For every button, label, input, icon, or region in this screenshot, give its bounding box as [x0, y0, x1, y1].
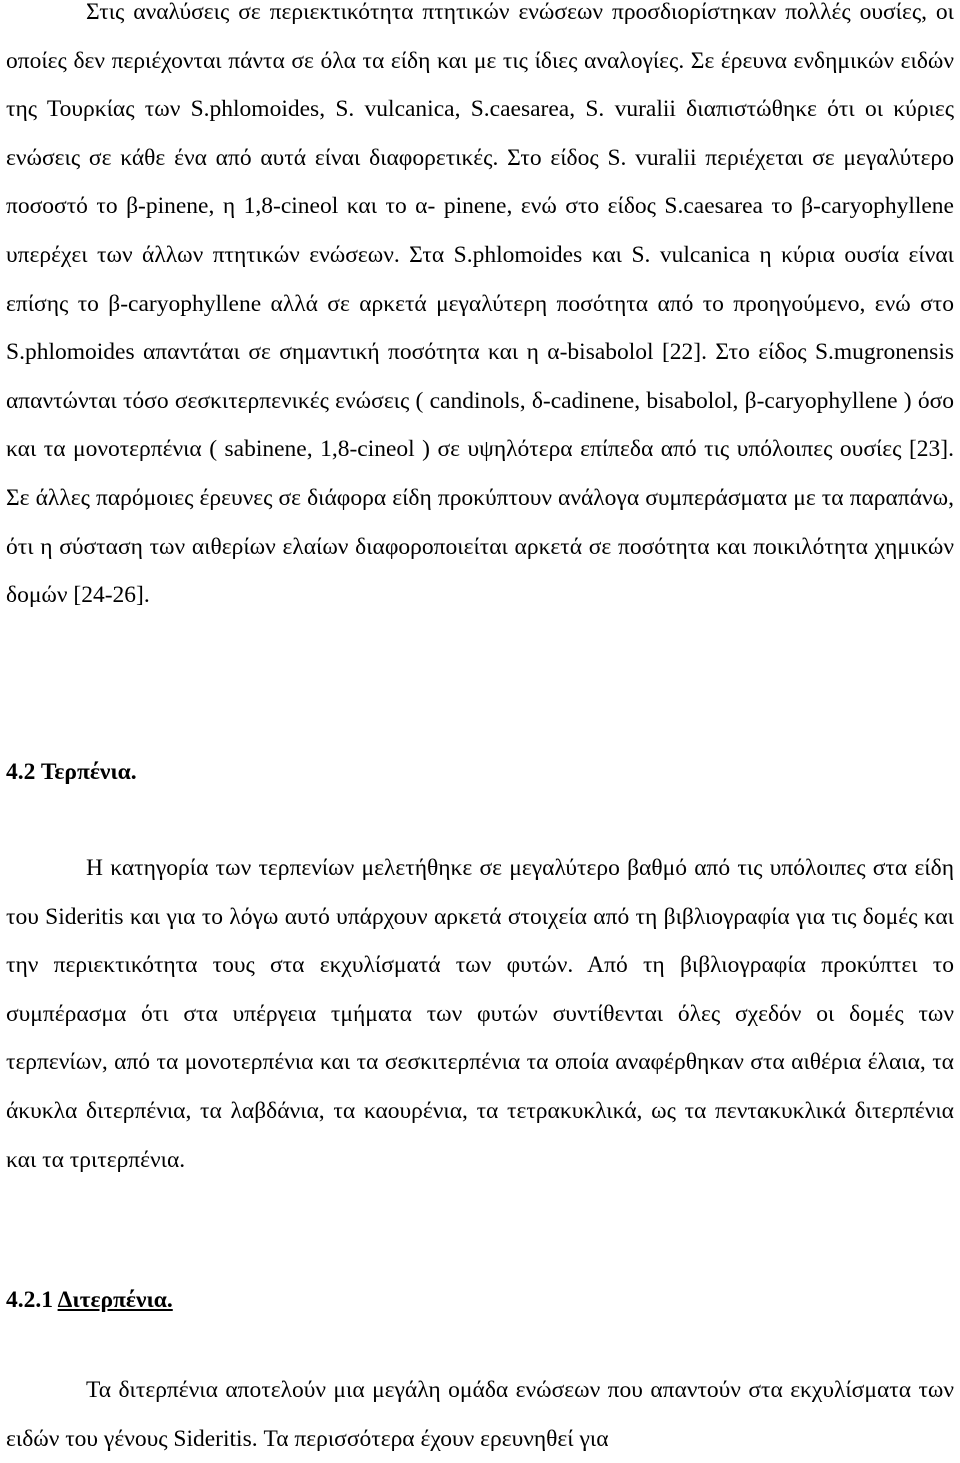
- paragraph-volatile-compounds: Στις αναλύσεις σε περιεκτικότητα πτητικών ενώσεων προσδιορίστηκαν πολλές ουσίες, οι οποίες δεν περιέχονται πάντα σε όλα τα είδη και με τις ίδιες αναλογίες. Σε έρευνα ενδημικών ειδών της Τουρκίας των S.phlomoides, S. vulcanica, S.caesarea, S. vuralii διαπιστώθηκε ότι οι κύριες ενώσεις σε κάθε ένα από αυτά είναι διαφορετικές. Στο είδος S. vuralii περιέχεται σε μεγαλύτερο ποσοστό το β-pinene, η 1,8-cineol και το α- pinene, ενώ στο είδος S.caesarea το β-caryophyllene υπερέχει των άλλων πτητικών ενώσεων. Στα S.phlomoides και S. vulcanica η κύρια ουσία είναι επίσης το β-caryophyllene αλλά σε αρκετά μεγαλύτερη ποσότητα από το προηγούμενο, ενώ στο S.phlomoides απαντάται σε σημαντική ποσότητα και η α-bisabolol [22]. Στο είδος S.mugronensis απαντώνται τόσο σεσκιτερπενικές ενώσεις ( candinols, δ-cadinene, bisabolol, β-caryophyllene ) όσο και τα μονοτερπένια ( sabinene, 1,8-cineol ) σε υψηλότερα επίπεδα από τις υπόλοιπες ουσίες [23]. Σε άλλες παρόμοιες έρευνες σε διάφορα είδη προκύπτουν ανάλογα συμπεράσματα με τα παραπάνω, ότι η σύσταση των αιθερίων ελαίων διαφοροποιείται αρκετά σε ποσότητα και ποικιλότητα χημικών δομών [24-26].: [6, 0, 954, 609]
- section-heading-terpenes: 4.2 Τερπένια.: [6, 759, 137, 785]
- subsection-title: Διτερπένια.: [57, 1287, 173, 1313]
- subsection-number: 4.2.1: [6, 1287, 53, 1313]
- paragraph-terpenes: Η κατηγορία των τερπενίων μελετήθηκε σε μεγαλύτερο βαθμό από τις υπόλοιπες στα είδη του Sideritis και για το λόγω αυτό υπάρχουν αρκετά στοιχεία από τη βιβλιογραφία για τις δομές και την περιεκτικότητα τους στα εκχυλίσματά των φυτών. Από τη βιβλιογραφία προκύπτει το συμπέρασμα ότι στα υπέργεια τμήματα των φυτών συντίθενται όλες σχεδόν οι δομές των τερπενίων, από τα μονοτερπένια και τα σεσκιτερπένια τα οποία αναφέρθηκαν στα αιθέρια έλαια, τα άκυκλα διτερπένια, τα λαβδάνια, τα καουρένια, τα τετρακυκλικά, ως τα πεντακυκλικά διτερπένια και τα τριτερπένια.: [6, 855, 954, 1173]
- subsection-heading-diterpenes: [6, 1276, 173, 1324]
- paragraph-diterpenes: Τα διτερπένια αποτελούν μια μεγάλη ομάδα ενώσεων που απαντούν στα εκχυλίσματα των ειδών του γένους Sideritis. Τα περισσότερα έχουν ερευνηθεί για: [6, 1377, 954, 1452]
